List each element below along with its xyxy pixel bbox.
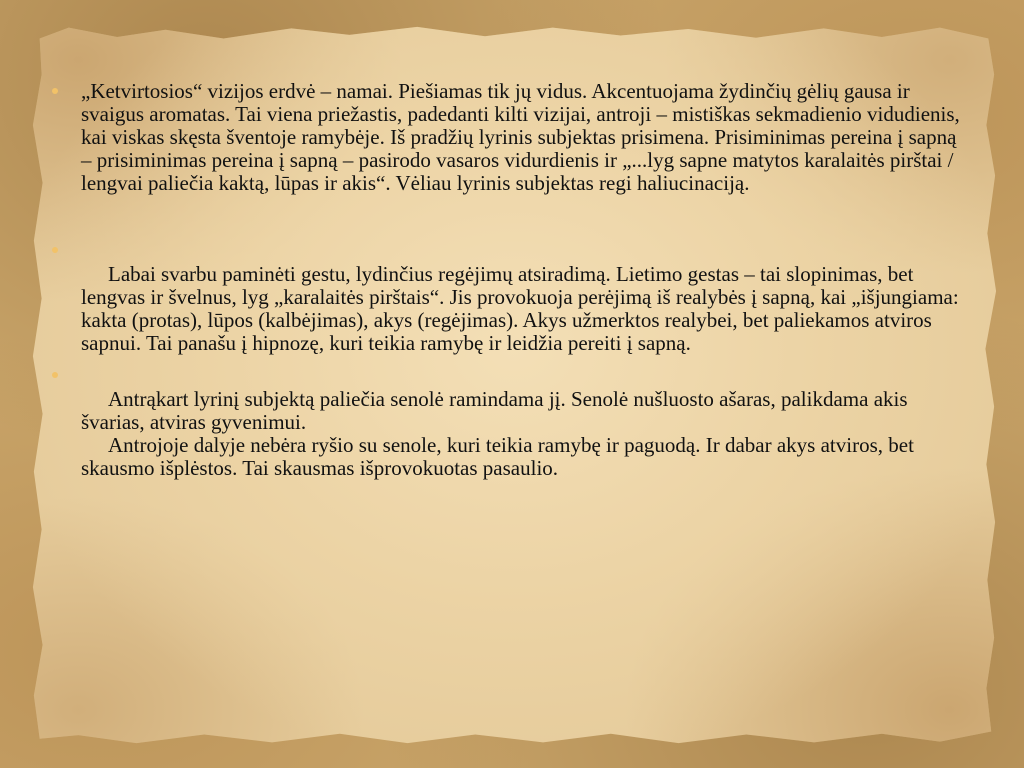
paragraph: „Ketvirtosios“ vizijos erdvė – namai. Piešiamas tik jų vidus. Akcentuojama žydinčių gėlių gausa ir svaigus aromatas. Tai viena priežastis, padedanti kilti vizijai, antroji – mistiškas sekmadienio vidudienis, kai viskas skęsta šventoje ramybėje. Iš pradžių lyrinis subjektas prisimena. Prisiminimas pereina į sapną – prisiminimas pereina į sapną – pasirodo vasaros vidurdienis ir „...lyg sapne matytos karalaitės pirštai / lengvai paliečia kaktą, lūpas ir akis“. Vėliau lyrinis subjektas regi haliucinaciją.: [81, 79, 960, 195]
paragraph: Labai svarbu paminėti gestu, lydinčius regėjimų atsiradimą. Lietimo gestas – tai slopinimas, bet lengvas ir švelnus, lyg „karalaitės pirštais“. Jis provokuoja perėjimą iš realybės į sapną, kai „išjungiama: kakta (protas), lūpos (kalbėjimas), akys (regėjimas). Akys užmerktos realybei, bet paliekamos atviros sapnui. Tai panašu į hipnozę, kuri teikia ramybę ir leidžia pereiti į sapną.: [81, 262, 959, 355]
paragraph: Antrąkart lyrinį subjektą paliečia senolė ramindama jį. Senolė nušluosto ašaras, palikdama akis švarias, atviras gyvenimui.: [81, 387, 908, 434]
empty-line: [81, 239, 970, 262]
bullet-dot-icon: [52, 88, 58, 94]
paragraph: Antrojoje dalyje nebėra ryšio su senole, kuri teikia ramybę ir paguodą. Ir dabar akys atviros, bet skausmo išplėstos. Tai skausmas išprovokuotas pasaulio.: [81, 433, 914, 480]
bullet-item: [52, 239, 970, 355]
bullet-item: [52, 80, 970, 195]
empty-line: [81, 364, 970, 387]
bullet-dot-icon: [52, 372, 58, 378]
bullet-item: [52, 364, 970, 480]
slide-content: [52, 80, 970, 480]
bullet-dot-icon: [52, 247, 58, 253]
